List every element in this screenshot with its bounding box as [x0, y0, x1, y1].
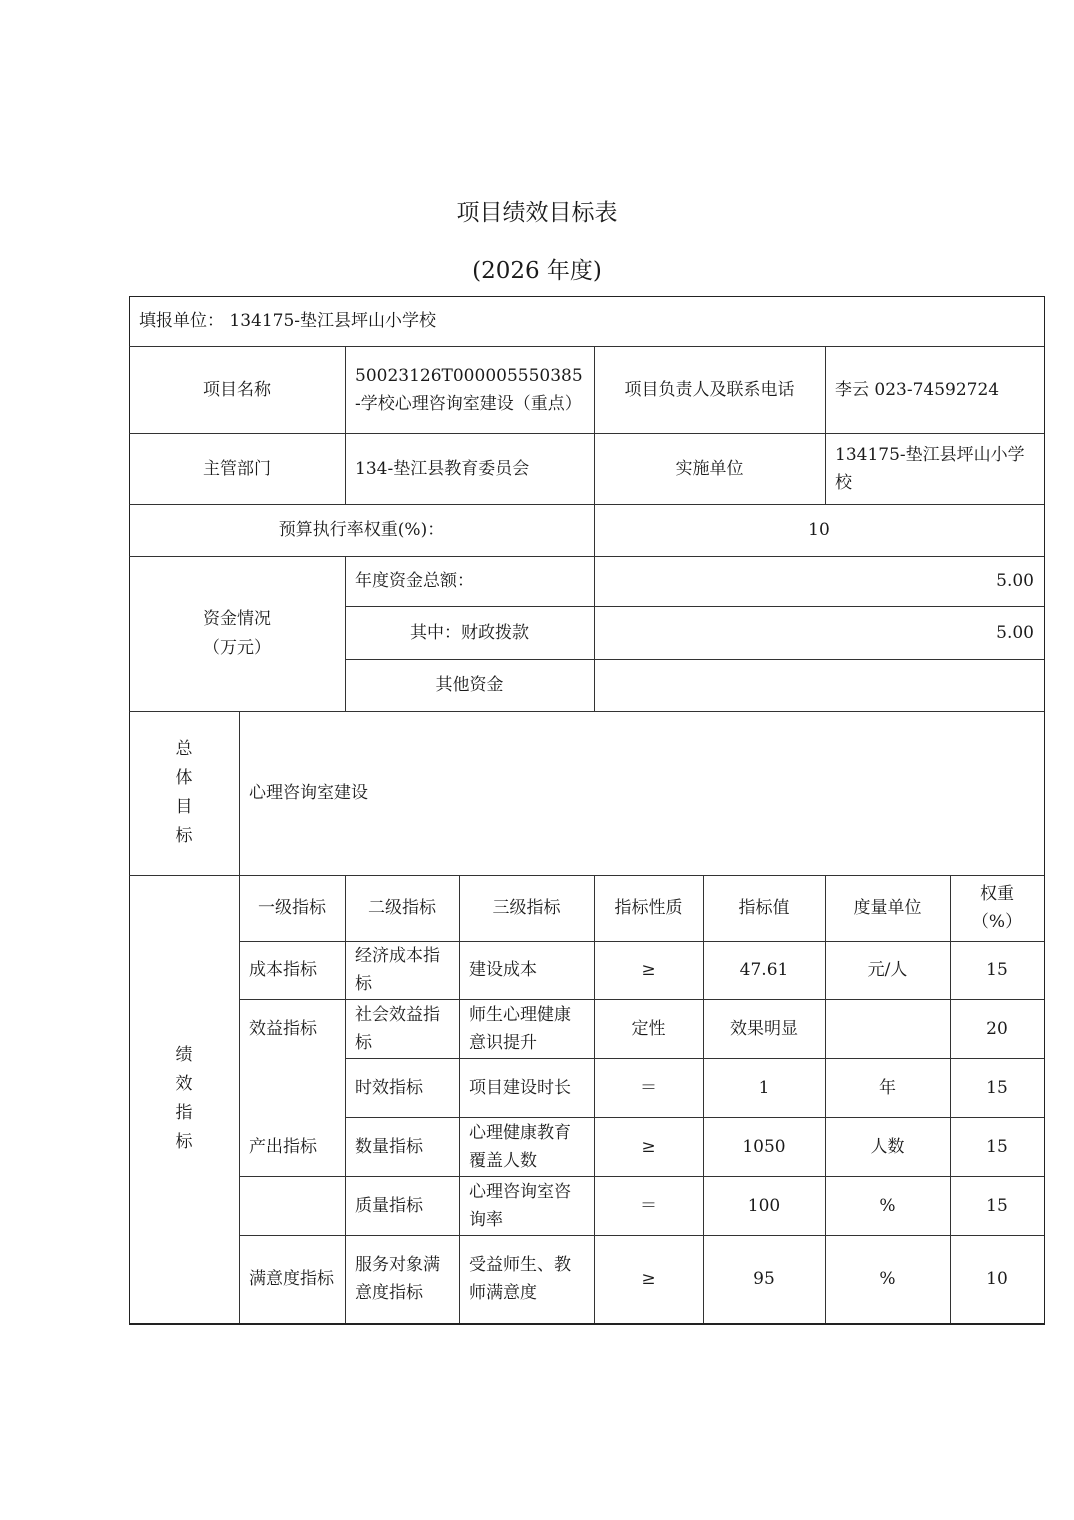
indicator-level1: 满意度指标	[249, 1269, 334, 1289]
project-name-value: 50023126T000005550385-学校心理咨询室建设（重点）	[355, 365, 583, 414]
indicator-level3: 建设成本	[469, 960, 537, 980]
indicator-nature: ＝	[640, 1195, 657, 1216]
budget-weight-value: 10	[808, 520, 830, 540]
implementer-label: 实施单位	[675, 458, 744, 479]
indicator-weight: 15	[986, 1195, 1008, 1216]
indicator-value: 效果明显	[730, 1018, 798, 1039]
indicator-level1: 产出指标	[249, 1136, 317, 1157]
indicator-weight: 15	[986, 960, 1008, 980]
indicator-level3: 受益师生、教师满意度	[469, 1255, 571, 1303]
contact-value: 李云 023-74592724	[835, 379, 1000, 400]
indicator-unit: 元/人	[867, 960, 908, 980]
indicator-level2: 时效指标	[355, 1077, 423, 1098]
indicator-level2: 服务对象满意度指标	[355, 1255, 440, 1303]
department-label: 主管部门	[203, 458, 271, 479]
indicator-level3: 心理健康教育覆盖人数	[469, 1122, 571, 1171]
indicator-value: 95	[753, 1269, 775, 1289]
budget-weight-label: 预算执行率权重(%)：	[278, 520, 445, 540]
column-header: 度量单位	[853, 898, 922, 918]
vertical-char: 总	[175, 739, 193, 759]
indicator-unit: 人数	[870, 1136, 905, 1157]
indicator-unit: %	[879, 1195, 896, 1216]
funds-label-line: 资金情况	[203, 608, 271, 629]
indicator-value: 47.61	[739, 960, 789, 980]
indicators-label	[129, 875, 239, 1323]
vertical-char: 目	[175, 797, 193, 817]
other-value	[594, 659, 1044, 711]
indicator-nature: ≥	[641, 1269, 656, 1289]
indicator-value: 100	[747, 1195, 781, 1216]
indicator-level1: 成本指标	[249, 960, 317, 980]
column-header: 权重（%）	[971, 884, 1023, 932]
indicator-weight: 20	[986, 1018, 1008, 1039]
implementer-value: 134175-垫江县坪山小学校	[835, 444, 1025, 493]
indicator-level2: 质量指标	[355, 1195, 423, 1216]
funds-label-line: （万元）	[203, 637, 271, 658]
other-label: 其他资金	[435, 675, 504, 695]
goal-value: 心理咨询室建设	[249, 783, 368, 803]
indicator-unit: %	[879, 1269, 896, 1289]
vertical-char: 绩	[175, 1045, 193, 1065]
vertical-char: 指	[175, 1103, 193, 1123]
indicator-level3: 项目建设时长	[469, 1077, 571, 1098]
vertical-char: 标	[175, 1132, 193, 1152]
indicator-level2: 社会效益指标	[355, 1004, 440, 1053]
indicator-weight: 10	[986, 1269, 1008, 1289]
indicator-level3: 师生心理健康意识提升	[469, 1004, 571, 1053]
indicator-weight: 15	[986, 1077, 1008, 1098]
project-name-label: 项目名称	[203, 379, 271, 400]
page-title: 项目绩效目标表	[456, 200, 618, 226]
annual-total-label: 年度资金总额：	[355, 571, 474, 591]
goal-label	[129, 711, 239, 875]
indicator-nature: ≥	[641, 960, 656, 980]
indicator-value: 1050	[742, 1136, 786, 1157]
indicator-level2: 经济成本指标	[355, 946, 440, 994]
table-bottom-border	[129, 1323, 1045, 1325]
indicator-unit: 年	[879, 1077, 896, 1098]
column-header: 指标性质	[614, 898, 683, 918]
department-value: 134-垫江县教育委员会	[355, 458, 530, 479]
indicator-level3: 心理咨询室咨询率	[469, 1181, 571, 1230]
table-right-border	[1044, 296, 1045, 1323]
fiscal-label: 其中：财政拨款	[410, 622, 529, 643]
funds-label	[129, 556, 345, 711]
column-header: 二级指标	[368, 898, 436, 918]
indicator-nature: ＝	[640, 1077, 657, 1098]
indicator-weight: 15	[986, 1136, 1008, 1157]
vertical-char: 体	[175, 768, 193, 788]
column-header: 一级指标	[258, 898, 326, 918]
fiscal-value: 5.00	[996, 622, 1034, 643]
annual-total-value: 5.00	[996, 571, 1034, 591]
indicator-level2: 数量指标	[355, 1136, 423, 1157]
indicator-nature: 定性	[631, 1018, 666, 1039]
indicator-level1: 效益指标	[249, 1018, 317, 1039]
vertical-char: 标	[175, 826, 193, 846]
page-subtitle: (2026 年度)	[472, 258, 602, 284]
contact-label: 项目负责人及联系电话	[624, 379, 795, 400]
vertical-char: 效	[175, 1074, 193, 1094]
indicator-value: 1	[758, 1077, 770, 1098]
reporting-unit: 填报单位： 134175-垫江县坪山小学校	[139, 311, 437, 331]
column-header: 指标值	[738, 898, 790, 918]
indicator-nature: ≥	[641, 1136, 656, 1157]
column-header: 三级指标	[492, 898, 561, 918]
indicator-unit	[825, 999, 950, 1058]
